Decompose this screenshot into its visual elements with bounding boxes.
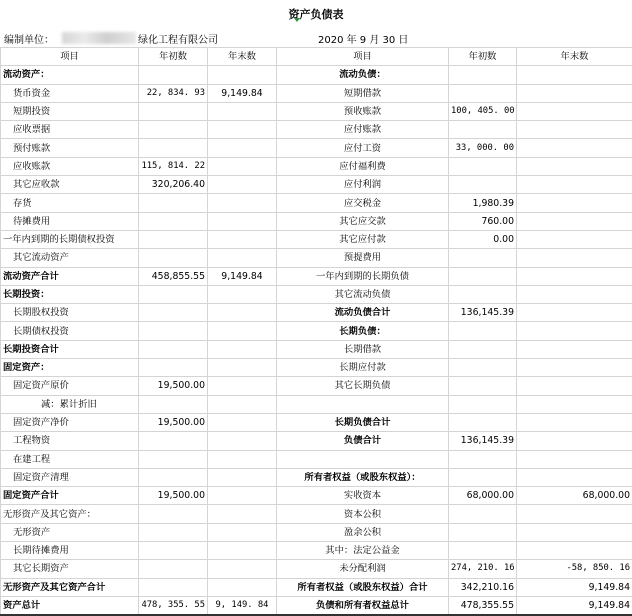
right-end-cell[interactable] <box>517 432 632 450</box>
right-begin-cell[interactable] <box>449 322 517 340</box>
right-begin-cell[interactable] <box>449 505 517 523</box>
table-row <box>1 413 632 431</box>
left-begin-cell[interactable] <box>139 139 208 157</box>
company-unit-label: 编制单位： <box>4 31 54 46</box>
left-item-cell[interactable]: 其它长期资产 <box>1 560 139 578</box>
left-end-cell[interactable] <box>208 377 277 395</box>
left-end-cell[interactable] <box>208 468 277 486</box>
left-item-cell[interactable]: 长期债权投资 <box>1 322 139 340</box>
right-begin-cell[interactable] <box>449 468 517 486</box>
table-row <box>1 560 632 578</box>
left-end-cell[interactable] <box>208 66 277 84</box>
right-end-cell[interactable]: 9,149.84 <box>517 578 632 596</box>
table-row <box>1 304 632 322</box>
right-item-cell[interactable]: 应付账款 <box>277 121 449 139</box>
right-begin-cell[interactable] <box>449 84 517 102</box>
header-end-left[interactable]: 年末数 <box>208 48 277 66</box>
right-begin-cell[interactable]: 478,355.55 <box>449 596 517 615</box>
table-row <box>1 505 632 523</box>
right-item-cell[interactable]: 资本公积 <box>277 505 449 523</box>
left-begin-cell[interactable]: 115, 814. 22 <box>139 157 208 175</box>
right-item-cell[interactable]: 短期借款 <box>277 84 449 102</box>
left-end-cell[interactable] <box>208 249 277 267</box>
right-end-cell[interactable] <box>517 84 632 102</box>
left-begin-cell[interactable] <box>139 194 208 212</box>
right-end-cell[interactable] <box>517 450 632 468</box>
right-item-cell[interactable]: 应付利润 <box>277 176 449 194</box>
right-item-cell[interactable]: 长期借款 <box>277 340 449 358</box>
right-begin-cell[interactable] <box>449 413 517 431</box>
right-end-cell[interactable]: -58, 850. 16 <box>517 560 632 578</box>
left-item-cell[interactable]: 长期待摊费用 <box>1 542 139 560</box>
right-begin-cell[interactable] <box>449 176 517 194</box>
right-end-cell[interactable] <box>517 249 632 267</box>
header-end-right[interactable]: 年末数 <box>517 48 632 66</box>
right-item-cell[interactable] <box>277 395 449 413</box>
left-begin-cell[interactable] <box>139 121 208 139</box>
right-item-cell[interactable]: 负债合计 <box>277 432 449 450</box>
left-begin-cell[interactable] <box>139 249 208 267</box>
left-begin-cell[interactable] <box>139 578 208 596</box>
table-row <box>1 139 632 157</box>
right-end-cell[interactable] <box>517 304 632 322</box>
right-end-cell[interactable] <box>517 340 632 358</box>
left-begin-cell[interactable]: 19,500.00 <box>139 487 208 505</box>
left-begin-cell[interactable] <box>139 304 208 322</box>
table-row <box>1 377 632 395</box>
left-item-cell[interactable]: 其它应收款 <box>1 176 139 194</box>
left-item-cell[interactable]: 固定资产净价 <box>1 413 139 431</box>
right-item-cell[interactable]: 预提费用 <box>277 249 449 267</box>
right-item-cell[interactable]: 长期负债合计 <box>277 413 449 431</box>
right-end-cell[interactable] <box>517 395 632 413</box>
left-item-cell[interactable]: 无形资产及其它资产： <box>1 505 139 523</box>
left-begin-cell[interactable]: 320,206.40 <box>139 176 208 194</box>
left-end-cell[interactable] <box>208 322 277 340</box>
left-end-cell[interactable]: 9,149.84 <box>208 267 277 285</box>
table-row <box>1 340 632 358</box>
left-end-cell[interactable] <box>208 359 277 377</box>
header-begin-right[interactable]: 年初数 <box>449 48 517 66</box>
left-item-cell[interactable]: 长期股权投资 <box>1 304 139 322</box>
right-item-cell[interactable]: 应付工资 <box>277 139 449 157</box>
right-begin-cell[interactable] <box>449 359 517 377</box>
right-begin-cell[interactable] <box>449 249 517 267</box>
left-end-cell[interactable] <box>208 560 277 578</box>
left-end-cell[interactable]: 9, 149. 84 <box>208 596 277 615</box>
right-item-cell[interactable]: 其它长期负债 <box>277 377 449 395</box>
report-date: 2020 年 9 月 30 日 <box>318 31 408 46</box>
left-begin-cell[interactable] <box>139 66 208 84</box>
left-item-cell[interactable]: 预付账款 <box>1 139 139 157</box>
left-end-cell[interactable] <box>208 542 277 560</box>
right-item-cell[interactable]: 所有者权益（或股东权益）： <box>277 468 449 486</box>
left-begin-cell[interactable]: 19,500.00 <box>139 377 208 395</box>
right-begin-cell[interactable] <box>449 523 517 541</box>
left-end-cell[interactable] <box>208 176 277 194</box>
table-row <box>1 542 632 560</box>
table-row <box>1 596 632 615</box>
left-begin-cell[interactable] <box>139 285 208 303</box>
table-row <box>1 84 632 102</box>
right-end-cell[interactable]: 68,000.00 <box>517 487 632 505</box>
table-row <box>1 121 632 139</box>
right-end-cell[interactable] <box>517 285 632 303</box>
left-item-cell[interactable]: 工程物资 <box>1 432 139 450</box>
left-item-cell[interactable]: 应收账款 <box>1 157 139 175</box>
left-item-cell[interactable]: 存货 <box>1 194 139 212</box>
left-end-cell[interactable] <box>208 505 277 523</box>
right-end-cell[interactable] <box>517 176 632 194</box>
left-begin-cell[interactable] <box>139 322 208 340</box>
right-end-cell[interactable] <box>517 359 632 377</box>
table-row <box>1 468 632 486</box>
table-row <box>1 578 632 596</box>
right-end-cell[interactable] <box>517 505 632 523</box>
left-item-cell[interactable]: 应收票据 <box>1 121 139 139</box>
right-item-cell[interactable]: 其它流动负债 <box>277 285 449 303</box>
left-begin-cell[interactable] <box>139 468 208 486</box>
right-item-cell[interactable]: 流动负债： <box>277 66 449 84</box>
left-begin-cell[interactable]: 478, 355. 55 <box>139 596 208 615</box>
right-end-cell[interactable] <box>517 157 632 175</box>
table-row <box>1 102 632 120</box>
right-end-cell[interactable] <box>517 66 632 84</box>
left-end-cell[interactable] <box>208 395 277 413</box>
left-end-cell[interactable] <box>208 578 277 596</box>
left-begin-cell[interactable]: 458,855.55 <box>139 267 208 285</box>
left-begin-cell[interactable] <box>139 432 208 450</box>
right-end-cell[interactable] <box>517 139 632 157</box>
left-item-cell[interactable]: 无形资产 <box>1 523 139 541</box>
cell-comment-marker-icon <box>294 18 300 22</box>
right-item-cell[interactable]: 一年内到期的长期负债 <box>277 267 449 285</box>
right-begin-cell[interactable]: 136,145.39 <box>449 304 517 322</box>
table-row <box>1 523 632 541</box>
right-begin-cell[interactable]: 100, 405. 00 <box>449 102 517 120</box>
right-begin-cell[interactable] <box>449 285 517 303</box>
table-row <box>1 194 632 212</box>
right-end-cell[interactable] <box>517 322 632 340</box>
left-begin-cell[interactable] <box>139 542 208 560</box>
right-item-cell[interactable]: 其中：法定公益金 <box>277 542 449 560</box>
left-end-cell[interactable] <box>208 194 277 212</box>
right-begin-cell[interactable] <box>449 395 517 413</box>
right-end-cell[interactable] <box>517 230 632 248</box>
balance-table <box>0 47 632 616</box>
right-begin-cell[interactable]: 760.00 <box>449 212 517 230</box>
right-begin-cell[interactable] <box>449 267 517 285</box>
left-item-cell[interactable]: 流动资产合计 <box>1 267 139 285</box>
left-end-cell[interactable] <box>208 304 277 322</box>
left-item-cell[interactable]: 在建工程 <box>1 450 139 468</box>
left-item-cell[interactable]: 一年内到期的长期债权投资 <box>1 230 139 248</box>
table-row <box>1 66 632 84</box>
left-item-cell[interactable]: 减：累计折旧 <box>1 395 139 413</box>
table-row <box>1 249 632 267</box>
left-item-cell[interactable]: 待摊费用 <box>1 212 139 230</box>
left-begin-cell[interactable] <box>139 212 208 230</box>
left-end-cell[interactable] <box>208 450 277 468</box>
right-begin-cell[interactable]: 342,210.16 <box>449 578 517 596</box>
right-end-cell[interactable] <box>517 413 632 431</box>
table-row <box>1 212 632 230</box>
right-end-cell[interactable] <box>517 377 632 395</box>
left-item-cell[interactable]: 长期投资： <box>1 285 139 303</box>
left-item-cell[interactable]: 货币资金 <box>1 84 139 102</box>
left-begin-cell[interactable]: 22, 834. 93 <box>139 84 208 102</box>
left-item-cell[interactable]: 长期投资合计 <box>1 340 139 358</box>
left-begin-cell[interactable] <box>139 450 208 468</box>
left-end-cell[interactable]: 9,149.84 <box>208 84 277 102</box>
table-row <box>1 450 632 468</box>
left-item-cell[interactable]: 固定资产原价 <box>1 377 139 395</box>
sheet-title: 资产负债表 <box>0 6 632 22</box>
left-begin-cell[interactable] <box>139 523 208 541</box>
left-end-cell[interactable] <box>208 102 277 120</box>
right-begin-cell[interactable]: 136,145.39 <box>449 432 517 450</box>
right-begin-cell[interactable] <box>449 121 517 139</box>
header-item-right[interactable]: 项目 <box>277 48 449 66</box>
header-begin-left[interactable]: 年初数 <box>139 48 208 66</box>
left-item-cell[interactable]: 无形资产及其它资产合计 <box>1 578 139 596</box>
right-begin-cell[interactable]: 33, 000. 00 <box>449 139 517 157</box>
right-begin-cell[interactable]: 0.00 <box>449 230 517 248</box>
table-row <box>1 359 632 377</box>
right-end-cell[interactable]: 9,149.84 <box>517 596 632 615</box>
right-item-cell[interactable]: 长期负债： <box>277 322 449 340</box>
left-begin-cell[interactable] <box>139 102 208 120</box>
table-row <box>1 157 632 175</box>
right-begin-cell[interactable]: 274, 210. 16 <box>449 560 517 578</box>
left-end-cell[interactable] <box>208 432 277 450</box>
left-end-cell[interactable] <box>208 285 277 303</box>
left-begin-cell[interactable] <box>139 395 208 413</box>
left-end-cell[interactable] <box>208 523 277 541</box>
right-item-cell[interactable] <box>277 450 449 468</box>
right-item-cell[interactable]: 未分配利润 <box>277 560 449 578</box>
right-item-cell[interactable]: 流动负债合计 <box>277 304 449 322</box>
right-end-cell[interactable] <box>517 212 632 230</box>
right-begin-cell[interactable] <box>449 542 517 560</box>
company-name: 绿化工程有限公司 <box>138 31 218 46</box>
right-item-cell[interactable]: 应付福利费 <box>277 157 449 175</box>
table-row <box>1 432 632 450</box>
right-item-cell[interactable]: 应交税金 <box>277 194 449 212</box>
right-item-cell[interactable]: 其它应付款 <box>277 230 449 248</box>
right-end-cell[interactable] <box>517 121 632 139</box>
left-end-cell[interactable] <box>208 413 277 431</box>
left-end-cell[interactable] <box>208 487 277 505</box>
right-begin-cell[interactable] <box>449 157 517 175</box>
table-header-row <box>1 48 632 66</box>
table-row <box>1 285 632 303</box>
redacted-company-name <box>62 32 136 44</box>
table-row <box>1 487 632 505</box>
left-end-cell[interactable] <box>208 230 277 248</box>
right-begin-cell[interactable] <box>449 66 517 84</box>
right-end-cell[interactable] <box>517 102 632 120</box>
header-item-left[interactable]: 项目 <box>1 48 139 66</box>
left-item-cell[interactable]: 短期投资 <box>1 102 139 120</box>
right-item-cell[interactable]: 其它应交款 <box>277 212 449 230</box>
left-end-cell[interactable] <box>208 340 277 358</box>
right-begin-cell[interactable] <box>449 340 517 358</box>
left-end-cell[interactable] <box>208 212 277 230</box>
left-begin-cell[interactable] <box>139 560 208 578</box>
table-row <box>1 230 632 248</box>
left-item-cell[interactable]: 资产总计 <box>1 596 139 615</box>
left-end-cell[interactable] <box>208 157 277 175</box>
left-item-cell[interactable]: 固定资产清理 <box>1 468 139 486</box>
left-item-cell[interactable]: 固定资产合计 <box>1 487 139 505</box>
left-begin-cell[interactable] <box>139 340 208 358</box>
left-end-cell[interactable] <box>208 121 277 139</box>
right-end-cell[interactable] <box>517 523 632 541</box>
right-item-cell[interactable]: 负债和所有者权益总计 <box>277 596 449 615</box>
right-end-cell[interactable] <box>517 468 632 486</box>
left-item-cell[interactable]: 流动资产： <box>1 66 139 84</box>
left-end-cell[interactable] <box>208 139 277 157</box>
left-begin-cell[interactable] <box>139 230 208 248</box>
right-end-cell[interactable] <box>517 542 632 560</box>
left-begin-cell[interactable] <box>139 359 208 377</box>
right-end-cell[interactable] <box>517 194 632 212</box>
table-row <box>1 322 632 340</box>
right-item-cell[interactable]: 所有者权益（或股东权益）合计 <box>277 578 449 596</box>
right-begin-cell[interactable] <box>449 450 517 468</box>
left-item-cell[interactable]: 其它流动资产 <box>1 249 139 267</box>
right-begin-cell[interactable]: 1,980.39 <box>449 194 517 212</box>
left-begin-cell[interactable] <box>139 505 208 523</box>
table-row <box>1 395 632 413</box>
right-item-cell[interactable]: 盈余公积 <box>277 523 449 541</box>
right-item-cell[interactable]: 预收账款 <box>277 102 449 120</box>
left-begin-cell[interactable]: 19,500.00 <box>139 413 208 431</box>
right-end-cell[interactable] <box>517 267 632 285</box>
right-begin-cell[interactable] <box>449 377 517 395</box>
right-item-cell[interactable]: 实收资本 <box>277 487 449 505</box>
table-row <box>1 267 632 285</box>
right-item-cell[interactable]: 长期应付款 <box>277 359 449 377</box>
table-row <box>1 176 632 194</box>
right-begin-cell[interactable]: 68,000.00 <box>449 487 517 505</box>
left-item-cell[interactable]: 固定资产： <box>1 359 139 377</box>
